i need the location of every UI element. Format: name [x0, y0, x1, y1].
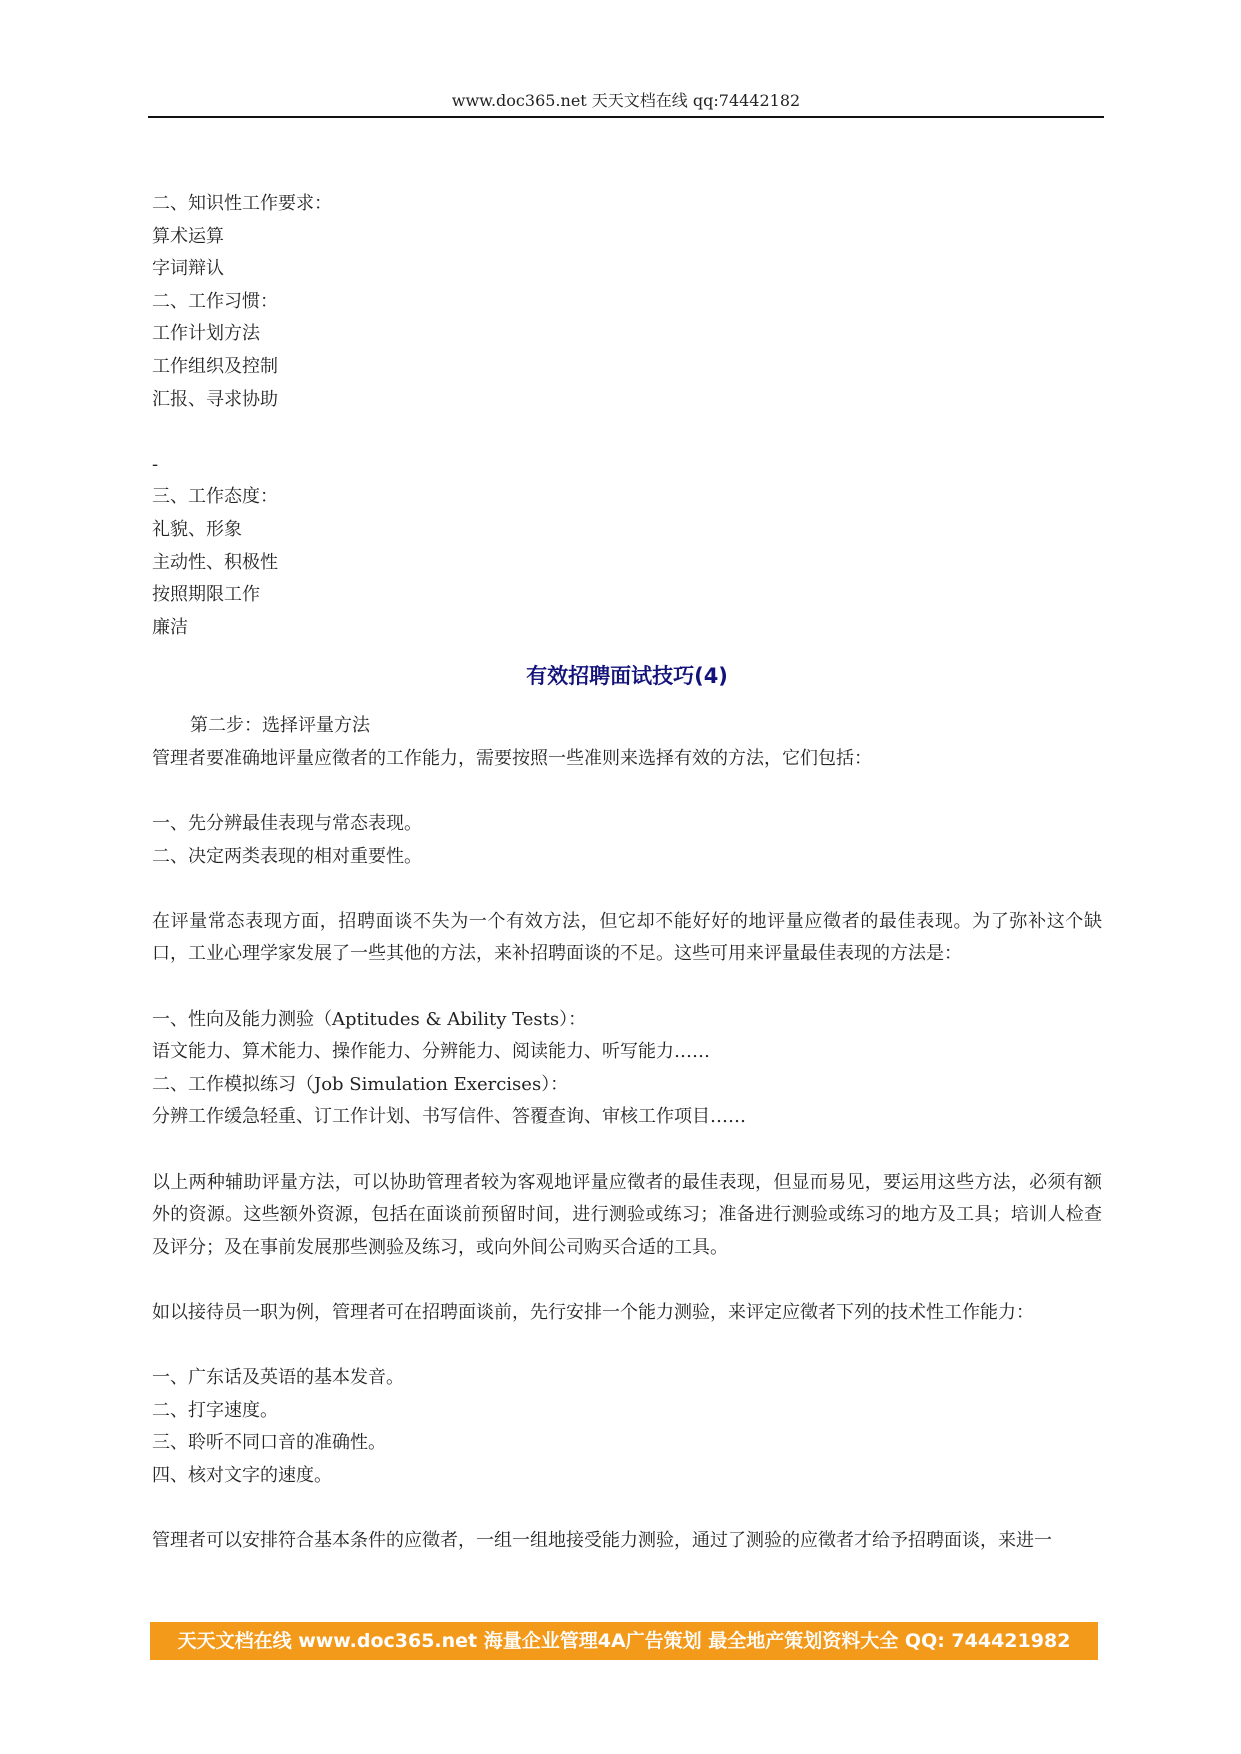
step-heading: 第二步：选择评量方法 — [190, 715, 370, 737]
list-item: 礼貌、形象 — [152, 518, 242, 540]
list-item: 工作组织及控制 — [152, 355, 278, 377]
footer-banner: 天天文档在线 www.doc365.net 海量企业管理4A广告策划 最全地产策划资料大全 QQ: 744421982 — [150, 1622, 1098, 1660]
header-rule — [148, 116, 1104, 118]
method-item: 一、性向及能力测验（Aptitudes & Ability Tests）： — [152, 1008, 587, 1030]
list-item: 工作计划方法 — [152, 323, 260, 345]
heading-knowledge: 二、知识性工作要求： — [152, 193, 332, 214]
heading-habits: 二、工作习惯： — [152, 290, 278, 312]
list-item: 主动性、积极性 — [152, 551, 278, 573]
skill-item: 三、聆听不同口音的准确性。 — [152, 1432, 386, 1454]
document-body — [152, 188, 1102, 1558]
skill-item: 四、核对文字的速度。 — [152, 1464, 332, 1486]
list-item: 按照期限工作 — [152, 584, 260, 606]
method-item: 语文能力、算术能力、操作能力、分辨能力、阅读能力、听写能力…… — [152, 1041, 710, 1063]
dash-mark: - — [152, 453, 159, 475]
page-header: www.doc365.net 天天文档在线 qq:74442182 — [451, 91, 801, 110]
list-item: 廉洁 — [152, 616, 188, 638]
skill-item: 二、打字速度。 — [152, 1399, 278, 1421]
list-item: 汇报、寻求协助 — [152, 388, 278, 410]
criteria-item: 一、先分辨最佳表现与常态表现。 — [152, 813, 422, 835]
paragraph-1: 在评量常态表现方面，招聘面谈不失为一个有效方法，但它却不能好好的地评量应徵者的最佳表现。为了弥补这个缺口，工业心理学家发展了一些其他的方法，来补招聘面谈的不足。这些可用来评量最佳表现的方法是： — [152, 910, 1102, 965]
paragraph-4: 管理者可以安排符合基本条件的应徵者，一组一组地接受能力测验，通过了测验的应徵者才给予招聘面谈，来进一 — [152, 1530, 1052, 1552]
list-item: 算术运算 — [152, 225, 224, 247]
heading-attitude: 三、工作态度： — [152, 486, 278, 508]
skill-item: 一、广东话及英语的基本发音。 — [152, 1367, 404, 1389]
intro-paragraph: 管理者要准确地评量应徵者的工作能力，需要按照一些准则来选择有效的方法，它们包括： — [152, 747, 872, 769]
paragraph-2: 以上两种辅助评量方法，可以协助管理者较为客观地评量应徵者的最佳表现，但显而易见，要运用这些方法，必须有额外的资源。这些额外资源，包括在面谈前预留时间，进行测验或练习；准备进行测验或练习的地方及工具；培训人检查及评分；及在事前发展那些测验及练习，或向外间公司购买合适的工具。 — [152, 1171, 1102, 1258]
method-item: 二、工作模拟练习（Job Simulation Exercises）： — [152, 1073, 569, 1095]
article-title: 有效招聘面试技巧(4) — [526, 664, 728, 689]
criteria-item: 二、决定两类表现的相对重要性。 — [152, 845, 422, 867]
list-item: 字词辩认 — [152, 258, 224, 280]
method-item: 分辨工作缓急轻重、订工作计划、书写信件、答覆查询、审核工作项目…… — [152, 1106, 746, 1128]
paragraph-3: 如以接待员一职为例，管理者可在招聘面谈前，先行安排一个能力测验，来评定应徵者下列的技术性工作能力： — [152, 1302, 1034, 1323]
